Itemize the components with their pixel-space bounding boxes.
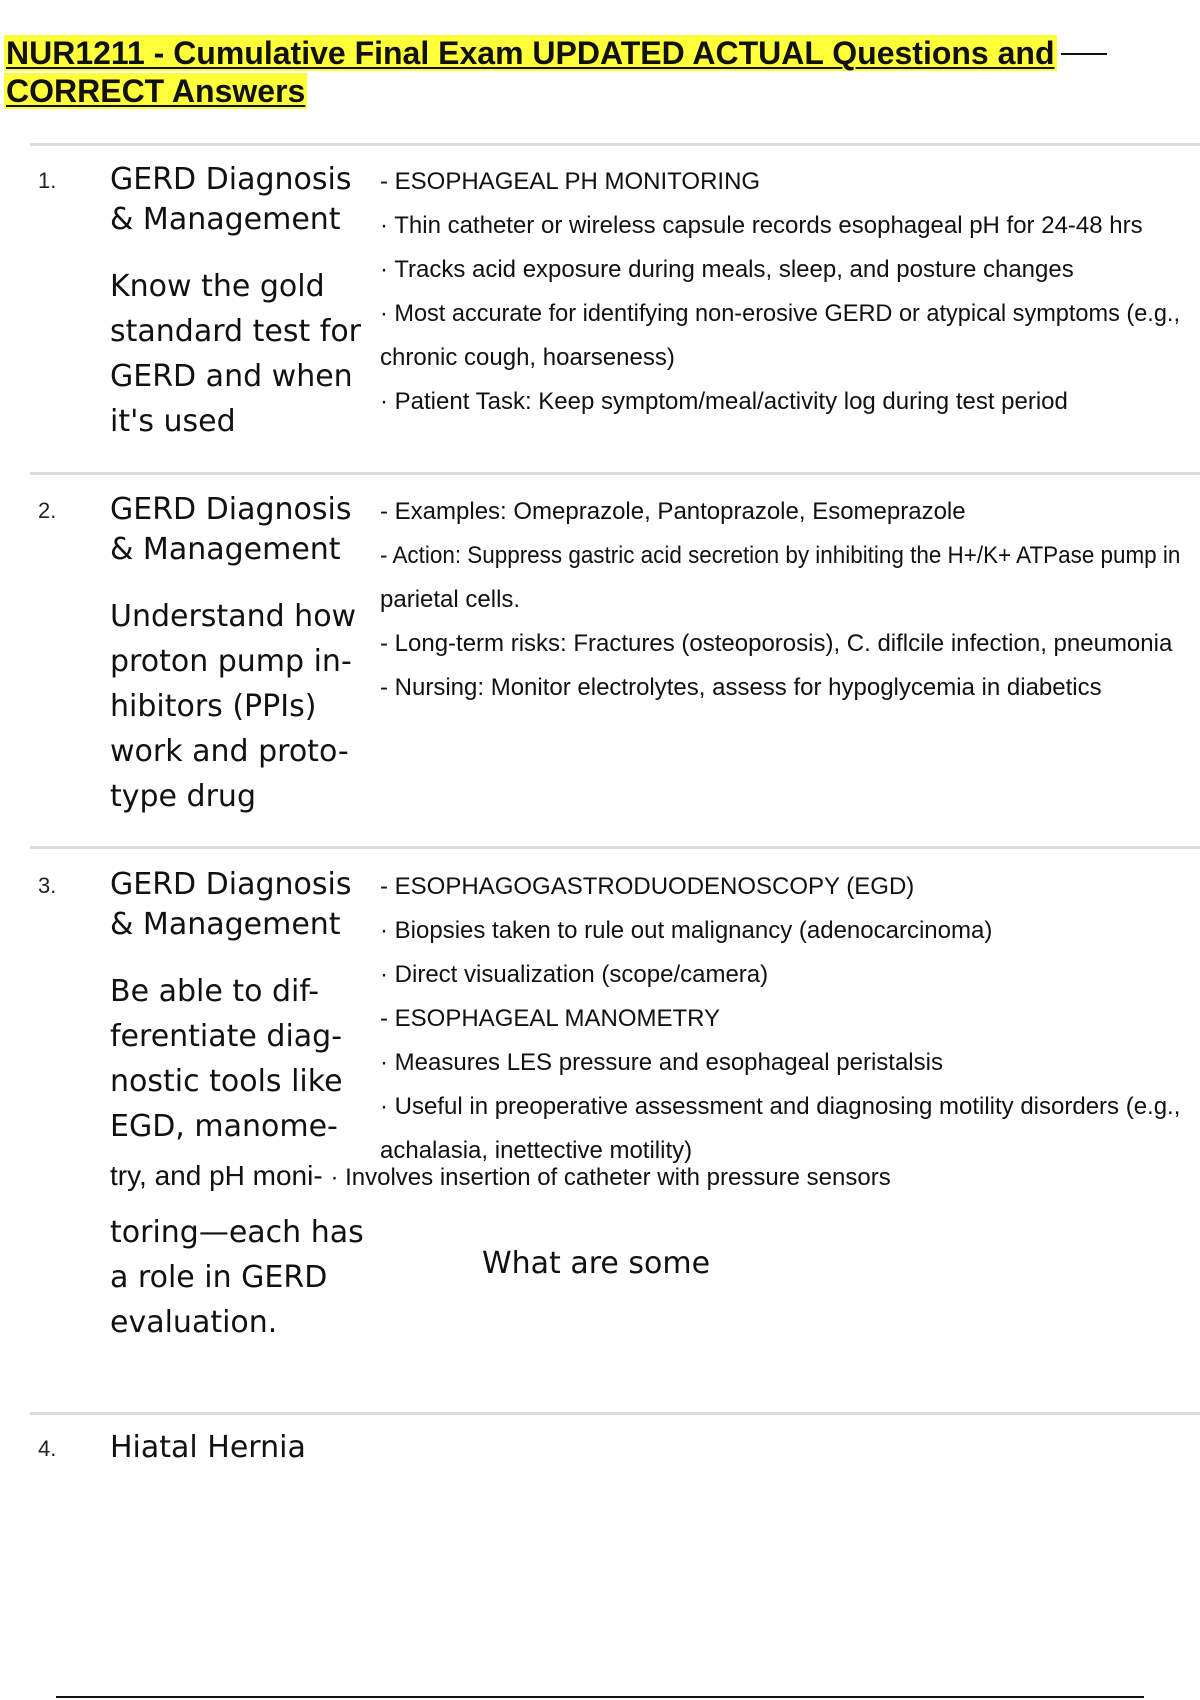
card-divider: [30, 1412, 1200, 1415]
answer-line: - ESOPHAGEAL MANOMETRY: [380, 1005, 721, 1032]
card-definition: Understand how proton pump in-hibitors (PPIs) work and proto-type drug: [110, 599, 357, 814]
answer-line: - Nursing: Monitor electrolytes, assess for hypoglycemia in diabetics: [380, 674, 1102, 701]
answer-line: parietal cells.: [380, 586, 521, 613]
answer-line: · Measures LES pressure and esophageal peristalsis: [380, 1049, 943, 1076]
card-front: [110, 490, 370, 819]
card-term: GERD Diagnosis & Management: [110, 867, 352, 942]
card-term: GERD Diagnosis & Management: [110, 162, 352, 237]
card-term: GERD Diagnosis & Management: [110, 492, 352, 567]
card-divider: [30, 846, 1200, 849]
answer-line: - Action: Suppress gastric acid secretion by inhibiting the H+/K+ ATPase pump in: [380, 542, 1181, 569]
answer-line: · Biopsies taken to rule out malignancy (adenocarcinoma): [380, 917, 993, 944]
card-term: Hiatal Hernia: [110, 1430, 306, 1465]
answer-line: chronic cough, hoarseness): [380, 344, 675, 371]
card-divider: [30, 143, 1200, 146]
title-trailing-rule: [1061, 53, 1107, 55]
answer-overflow-line: · Involves insertion of catheter with pressure sensors: [330, 1164, 891, 1191]
answer-line: · Tracks acid exposure during meals, sleep, and posture changes: [380, 256, 1074, 283]
card-answer: [380, 490, 1180, 710]
answer-line: achalasia, inettective motility): [380, 1137, 693, 1164]
document-title: [4, 34, 1144, 110]
card-definition: Know the gold standard test for GERD and when it's used: [110, 269, 362, 439]
card-number: 4.: [38, 1436, 57, 1461]
card-number: 2.: [38, 498, 57, 523]
card-answer: [380, 160, 1180, 424]
card-front: [110, 160, 370, 444]
answer-line: · Patient Task: Keep symptom/meal/activity log during test period: [380, 388, 1068, 415]
overlapping-text-line: [110, 1160, 891, 1192]
answer-line: - Long-term risks: Fractures (osteoporosis), C. diflcile infection, pneumonia: [380, 630, 1173, 657]
answer-line: · Direct visualization (scope/camera): [380, 961, 769, 988]
title-line-1: NUR1211 - Cumulative Final Exam UPDATED ACTUAL Questions and: [6, 35, 1055, 71]
card-front: [110, 865, 370, 1149]
answer-line: · Useful in preoperative assessment and diagnosing motility disorders (e.g.,: [380, 1093, 1181, 1120]
stray-text-fragment: What are some: [482, 1246, 711, 1281]
answer-line: - Examples: Omeprazole, Pantoprazole, Esomeprazole: [380, 498, 966, 525]
card-divider: [30, 472, 1200, 475]
answer-line: - ESOPHAGEAL PH MONITORING: [380, 168, 761, 195]
card-number: 3.: [38, 873, 57, 898]
card-front: [110, 1428, 370, 1468]
card-definition: Be able to dif-ferentiate diag-nostic tools like EGD, manome-: [110, 974, 343, 1144]
card-definition-end: toring—each has a role in GERD evaluation.: [110, 1215, 364, 1340]
card-number: 1.: [38, 168, 57, 193]
answer-line: - ESOPHAGOGASTRODUODENOSCOPY (EGD): [380, 873, 915, 900]
card-answer: [380, 865, 1180, 1173]
answer-line: · Thin catheter or wireless capsule records esophageal pH for 24-48 hrs: [380, 212, 1143, 239]
answer-line: · Most accurate for identifying non-erosive GERD or atypical symptoms (e.g.,: [380, 300, 1180, 327]
card-definition-end-wrap: [110, 1210, 370, 1345]
title-line-2: CORRECT Answers: [6, 73, 306, 109]
page-bottom-rule: [56, 1696, 1144, 1698]
card-definition-continued: try, and pH moni-: [110, 1160, 323, 1191]
